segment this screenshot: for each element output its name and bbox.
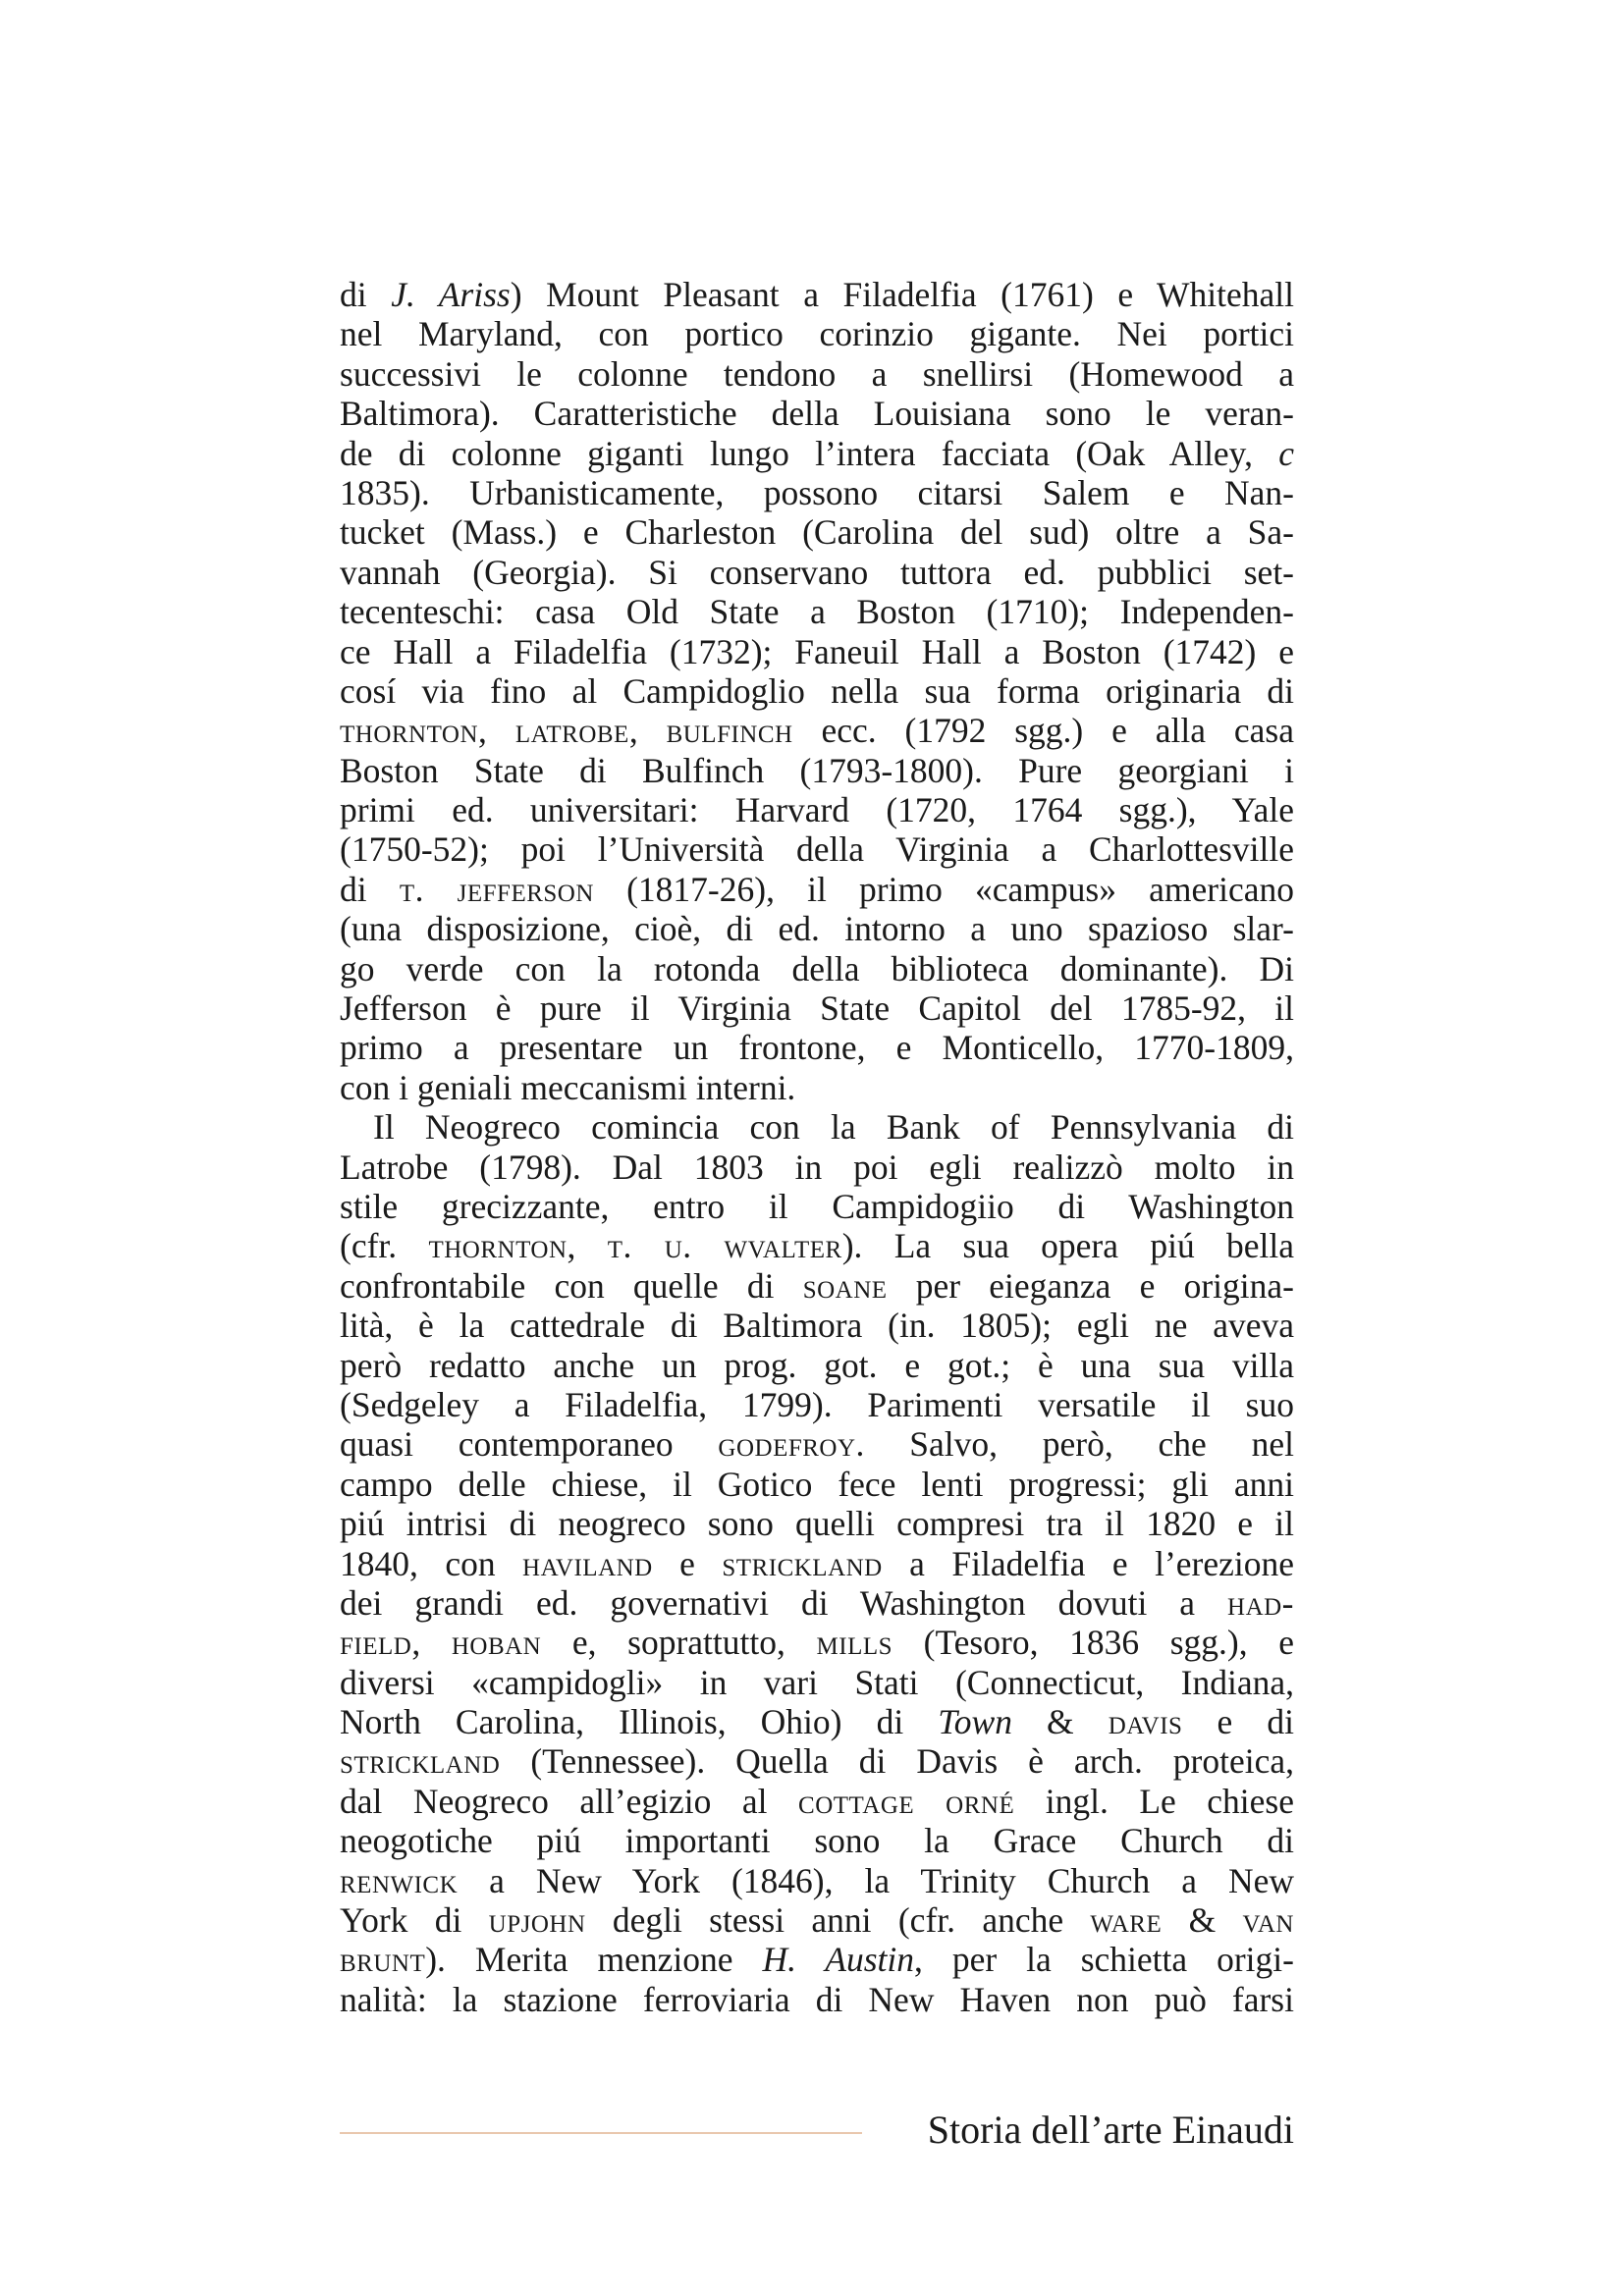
text-run: confrontabile con quelle di: [340, 1265, 803, 1306]
name-smallcaps: brunt: [340, 1940, 426, 1980]
text-line: [340, 1663, 1294, 1702]
text-line: [340, 553, 1294, 592]
name-smallcaps: strickland: [722, 1543, 883, 1583]
text-run: ). La sua opera piú bella: [841, 1226, 1295, 1266]
name-smallcaps: soane: [802, 1265, 888, 1306]
name-smallcaps: t. u. wvalter: [607, 1226, 842, 1266]
text-line: [340, 632, 1294, 671]
text-run: ingl. Le chiese: [1014, 1781, 1295, 1821]
text-run: quasi contemporaneo: [340, 1424, 719, 1465]
text-run: North Carolina, Illinois, Ohio) di: [340, 1702, 939, 1742]
name-smallcaps: thornton: [428, 1226, 568, 1266]
text-run: con i geniali meccanismi interni.: [340, 1067, 796, 1107]
text-line: [340, 671, 1294, 711]
text-run: nel Maryland, con portico corinzio gigante. Nei portici: [340, 314, 1294, 354]
italic-text: Town: [938, 1702, 1012, 1742]
text-line: [340, 1068, 1294, 1107]
text-run: ecc. (1792 sgg.) e alla casa: [792, 711, 1294, 751]
text-line: [340, 829, 1294, 869]
text-run: nalità: la stazione ferroviaria di New Haven non può farsi: [340, 1979, 1294, 2019]
text-run: ) Mount Pleasant a Filadelfia (1761) e Whitehall: [510, 275, 1294, 314]
text-run: de di colonne giganti lungo l’intera facciata (Oak Alley,: [340, 433, 1279, 473]
name-smallcaps: davis: [1108, 1702, 1183, 1742]
name-smallcaps: ware: [1090, 1900, 1163, 1941]
text-run: per eieganza e origina-: [887, 1265, 1294, 1306]
text-run: ce Hall a Filadelfia (1732); Faneuil Hall a Boston (1742) e: [340, 631, 1294, 671]
text-line: [340, 1504, 1294, 1543]
text-run: 1840, con: [340, 1543, 523, 1583]
name-smallcaps: hoban: [451, 1623, 542, 1663]
text-line: [340, 949, 1294, 988]
text-run: . Salvo, però, che nel: [855, 1424, 1295, 1465]
text-run: York di: [340, 1900, 489, 1941]
text-run: (cfr.: [340, 1226, 429, 1266]
text-line: [340, 592, 1294, 631]
text-run: Boston State di Bulfinch (1793-1800). Pure georgiani i: [340, 750, 1294, 790]
text-run: ,: [411, 1623, 452, 1663]
text-run: (Sedgeley a Filadelfia, 1799). Parimenti versatile il suo: [340, 1384, 1294, 1424]
name-smallcaps: had-: [1227, 1582, 1294, 1623]
text-run: a Filadelfia e l’erezione: [882, 1543, 1294, 1583]
text-line: [340, 1266, 1294, 1306]
text-run: stile grecizzante, entro il Campidogiio di Washington: [340, 1186, 1294, 1226]
text-run: ,: [478, 711, 515, 751]
name-smallcaps: thornton: [340, 711, 479, 751]
italic-text: c: [1278, 433, 1294, 473]
text-run: Latrobe (1798). Dal 1803 in poi egli realizzò molto in: [340, 1147, 1294, 1187]
body-text: [340, 275, 1294, 2019]
text-run: (Tesoro, 1836 sgg.), e: [893, 1623, 1294, 1663]
text-line: [340, 314, 1294, 353]
text-line: [340, 434, 1294, 473]
text-run: dal Neogreco all’egizio al: [340, 1781, 799, 1821]
text-line: [340, 1782, 1294, 1821]
text-run: (una disposizione, cioè, di ed. intorno a uno spazioso slar-: [340, 909, 1294, 949]
name-smallcaps: van: [1242, 1900, 1294, 1941]
text-run: Jefferson è pure il Virginia State Capitol del 1785-92, il: [340, 988, 1294, 1029]
name-smallcaps: strickland: [340, 1741, 501, 1782]
text-line: [340, 1187, 1294, 1226]
text-line: [340, 1028, 1294, 1067]
text-run: degli stessi anni (cfr. anche: [585, 1900, 1091, 1941]
text-run: &: [1162, 1900, 1243, 1941]
text-run: dei grandi ed. governativi di Washington dovuti a: [340, 1582, 1228, 1623]
name-smallcaps: field: [340, 1623, 412, 1663]
text-run: (1750-52); poi l’Università della Virginia a Charlottesville: [340, 829, 1294, 870]
text-run: di: [340, 869, 400, 909]
text-run: lità, è la cattedrale di Baltimora (in. 1805); egli ne aveva: [340, 1306, 1294, 1346]
text-line: [340, 1544, 1294, 1583]
text-run: tucket (Mass.) e Charleston (Carolina del sud) oltre a Sa-: [340, 512, 1294, 553]
text-line: [340, 1385, 1294, 1424]
text-line: [340, 1861, 1294, 1900]
name-smallcaps: haviland: [522, 1543, 653, 1583]
text-line: [340, 1821, 1294, 1860]
text-run: ,: [628, 711, 667, 751]
name-smallcaps: bulfinch: [666, 711, 793, 751]
text-line: [340, 394, 1294, 433]
text-run: (Tennessee). Quella di Davis è arch. proteica,: [500, 1741, 1294, 1782]
name-smallcaps: upjohn: [488, 1900, 586, 1941]
text-line: [340, 1900, 1294, 1940]
text-run: campo delle chiese, il Gotico fece lenti progressi; gli anni: [340, 1464, 1294, 1504]
text-run: go verde con la rotonda della biblioteca dominante). Di: [340, 948, 1294, 988]
text-line: [340, 1583, 1294, 1623]
text-run: neogotiche piú importanti sono la Grace Church di: [340, 1821, 1294, 1861]
text-line: [340, 1346, 1294, 1385]
text-line: [340, 909, 1294, 948]
text-run: (1817-26), il primo «campus» americano: [593, 869, 1294, 909]
text-line: [340, 1980, 1294, 2019]
text-line: [340, 1306, 1294, 1345]
text-line: [340, 354, 1294, 394]
text-line: [340, 512, 1294, 552]
text-line: [340, 1107, 1294, 1147]
text-line: [340, 473, 1294, 512]
text-run: diversi «campidogli» in vari Stati (Connecticut, Indiana,: [340, 1662, 1294, 1702]
text-run: 1835). Urbanisticamente, possono citarsi Salem e Nan-: [340, 472, 1294, 512]
text-line: [340, 1226, 1294, 1265]
text-run: cosí via fino al Campidoglio nella sua forma originaria di: [340, 670, 1294, 711]
text-line: [340, 1623, 1294, 1662]
text-line: [340, 275, 1294, 314]
text-run: vannah (Georgia). Si conservano tuttora ed. pubblici set-: [340, 552, 1294, 592]
name-smallcaps: mills: [816, 1623, 893, 1663]
italic-text: H. Austin: [762, 1940, 915, 1980]
text-line: [340, 790, 1294, 829]
text-run: però redatto anche un prog. got. e got.; è una sua villa: [340, 1345, 1294, 1385]
text-line: [340, 870, 1294, 909]
name-smallcaps: cottage orné: [798, 1781, 1015, 1821]
text-line: [340, 1741, 1294, 1781]
text-run: piú intrisi di neogreco sono quelli compresi tra il 1820 e il: [340, 1504, 1294, 1544]
text-run: di: [340, 275, 392, 314]
text-run: e di: [1182, 1702, 1294, 1742]
name-smallcaps: t. jefferson: [399, 869, 594, 909]
text-line: [340, 1424, 1294, 1464]
text-line: [340, 988, 1294, 1028]
text-line: [340, 1148, 1294, 1187]
text-line: [340, 711, 1294, 750]
text-run: e, soprattutto,: [541, 1623, 817, 1663]
text-line: [340, 1465, 1294, 1504]
footer-rule: [340, 2132, 862, 2134]
text-run: &: [1011, 1702, 1109, 1742]
text-line: [340, 1940, 1294, 1979]
footer-title: Storia dell’arte Einaudi: [927, 2108, 1294, 2152]
text-run: primi ed. universitari: Harvard (1720, 1764 sgg.), Yale: [340, 790, 1294, 830]
text-run: primo a presentare un frontone, e Monticello, 1770-1809,: [340, 1028, 1294, 1068]
text-run: , per la schietta origi-: [914, 1940, 1294, 1980]
text-run: Il Neogreco comincia con la Bank of Pennsylvania di: [373, 1107, 1294, 1148]
italic-text: J. Ariss: [391, 275, 511, 314]
text-line: [340, 751, 1294, 790]
text-run: a New York (1846), la Trinity Church a New: [458, 1860, 1294, 1900]
text-run: ). Merita menzione: [425, 1940, 763, 1980]
text-run: tecenteschi: casa Old State a Boston (1710); Independen-: [340, 592, 1294, 632]
text-line: [340, 1702, 1294, 1741]
text-run: successivi le colonne tendono a snellirsi (Homewood a: [340, 353, 1294, 394]
text-run: Baltimora). Caratteristiche della Louisiana sono le veran-: [340, 394, 1294, 434]
name-smallcaps: renwick: [340, 1860, 459, 1900]
text-run: e: [652, 1543, 723, 1583]
name-smallcaps: godefroy: [718, 1424, 856, 1465]
text-run: ,: [567, 1226, 608, 1266]
name-smallcaps: latrobe: [514, 711, 629, 751]
